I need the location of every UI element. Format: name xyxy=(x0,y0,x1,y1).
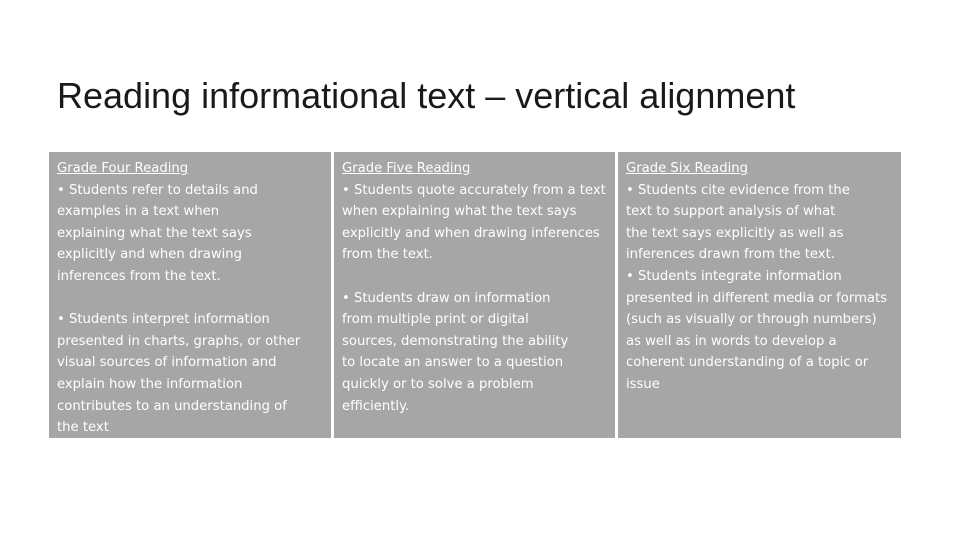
bullet-spacer xyxy=(57,288,325,310)
grade-five-column xyxy=(334,152,615,438)
grade-six-heading-part-1: Grade xyxy=(626,161,671,176)
grade-four-heading: Grade Four Reading xyxy=(57,161,189,176)
grade-four-bullet-1: • Students refer to details and examples in a text when explaining what the text says explicitly and when drawing inferences from the text. xyxy=(57,182,258,284)
grade-six-heading xyxy=(626,158,895,180)
grade-four-column xyxy=(49,152,331,438)
alignment-table xyxy=(49,152,901,438)
grade-five-bullet-2: • Students draw on information from multiple print or digital sources, demonstrating the ability to locate an answer to a question quickly or to solve a problem efficiently. xyxy=(342,290,569,414)
grade-six-heading-part-3: Reading xyxy=(690,161,748,176)
grade-six-column xyxy=(618,152,901,438)
slide-title: Reading informational text – vertical alignment xyxy=(57,75,796,116)
grade-five-bullet-1: • Students quote accurately from a text when explaining what the text says explicitly and when drawing inferences from the text. xyxy=(342,182,606,263)
grade-five-heading: Grade Five Reading xyxy=(342,161,471,176)
grade-six-bullet-1: • Students cite evidence from the text to support analysis of what the text says explicitly as well as inferences drawn from the text. xyxy=(626,182,850,263)
grade-four-bullet-2: • Students interpret information presented in charts, graphs, or other visual sources of information and explain how the information contributes to an understanding of the text xyxy=(57,312,301,436)
grade-six-bullet-2: • Students integrate information presented in different media or formats (such as visually or through numbers) as well as in words to develop a coherent understanding of a topic or issue xyxy=(626,268,888,392)
bullet-spacer xyxy=(342,266,609,288)
grade-six-heading-part-2: Six xyxy=(670,161,691,176)
